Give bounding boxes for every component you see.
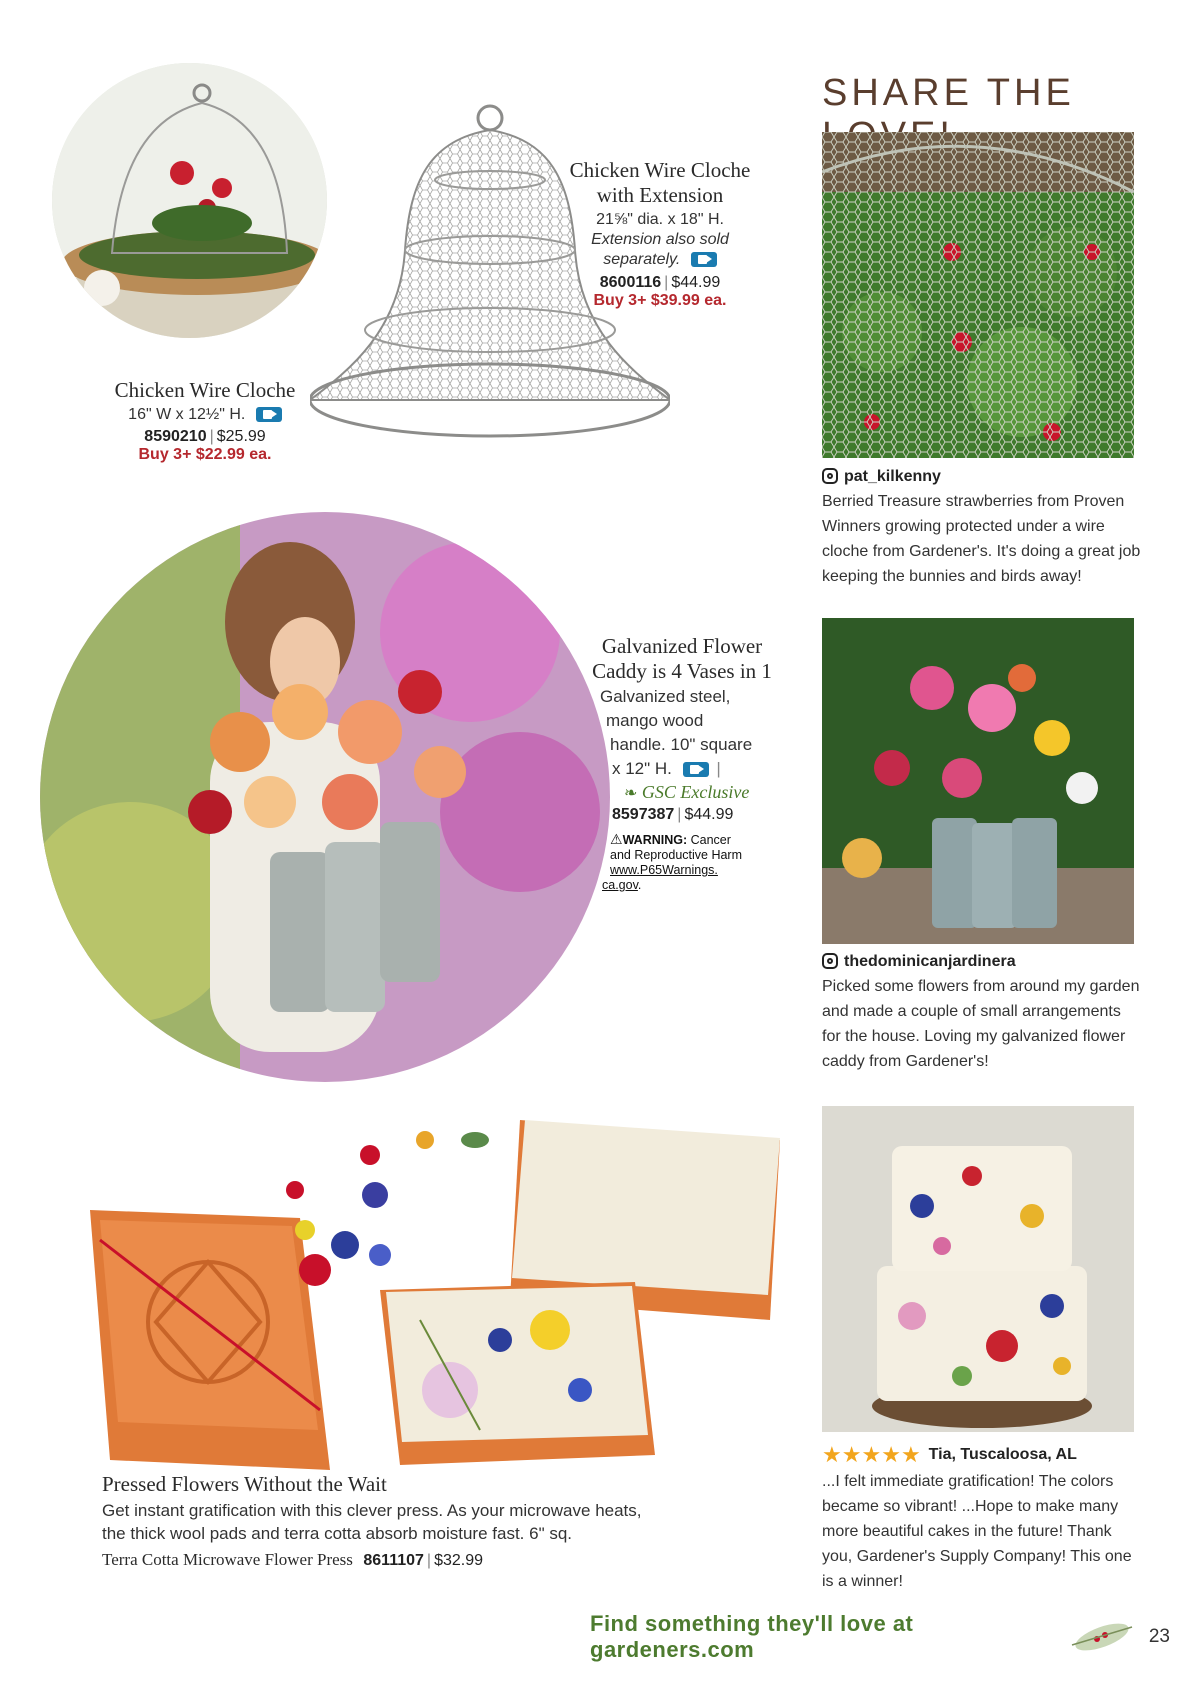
flower-caddy-title-line1: Galvanized Flower [601,634,763,658]
flower-caddy-exclusive-row [582,782,782,803]
cloche-extension-price: $44.99 [671,274,721,291]
flower-press-photo [80,1100,790,1500]
flower-caddy-photo [40,512,610,1082]
video-camera-icon[interactable] [691,252,717,267]
flower-press-desc-line: Get instant gratification with this clever press. As your microwave heats, [102,1501,642,1520]
flower-press-info [102,1472,742,1570]
cloche-extension-price-row: 8600116 | $44.99 [599,274,721,291]
cloche-extension-sku: 8600116 [599,274,662,291]
review-3-line: is a winner! [822,1573,903,1590]
cloche-dims-row [90,405,320,425]
flower-press-price-row: Terra Cotta Microwave Flower Press 8611107 | $32.99 [102,1550,483,1569]
review-3-reviewer: Tia, Tuscaloosa, AL [928,1446,1077,1463]
cloche-illustration [52,63,327,338]
footer-website-link[interactable]: Find something they'll love at gardeners.com [590,1611,914,1662]
flower-press-desc-line: the thick wool pads and terra cotta absorb moisture fast. 6" sq. [102,1524,572,1543]
star-icon: ★ [861,1442,882,1467]
leaf-icon: ❧ [624,785,638,802]
review-2-line: and made a couple of small arrangements [822,1003,1121,1020]
flower-caddy-info [582,634,782,893]
review-2-line: for the house. Loving my galvanized flower [822,1028,1126,1045]
review-3 [822,1442,1152,1594]
flower-press-price: $32.99 [434,1552,483,1569]
instagram-icon [822,953,838,969]
review-2-handle-row [822,953,1152,971]
review-2-text [822,974,1152,1074]
cloche-dims: 16" W x 12½" H. [128,406,246,423]
review-2-line: caddy from Gardener's! [822,1053,989,1070]
review-1-handle[interactable]: pat_kilkenny [844,468,941,485]
prop65-link-row2 [602,878,782,893]
prop65-warning [582,832,782,893]
cloche-extension-info [560,158,760,310]
warning-triangle-icon: ⚠ [610,831,623,847]
review-photo-cloche-strawberries [822,132,1134,458]
flower-caddy-sku: 8597387 [612,806,675,823]
warning-text: and Reproductive Harm [610,848,743,862]
instagram-icon [822,468,838,484]
flower-caddy-illustration [822,618,1134,944]
cloche-info [90,378,320,464]
review-photo-pressed-flower-cake [822,1106,1134,1432]
flower-press-illustration [80,1100,790,1500]
flower-press-title: Pressed Flowers Without the Wait [102,1472,387,1496]
video-camera-icon[interactable] [683,762,709,777]
review-2 [822,953,1152,1074]
review-1-text [822,489,1142,589]
flower-caddy-title [582,634,782,684]
warning-label: WARNING: [622,833,688,847]
warning-text: Cancer [690,833,731,847]
flower-caddy-desc [582,685,782,781]
cloche-title: Chicken Wire Cloche [114,378,296,402]
cake-illustration [822,1106,1134,1432]
flower-caddy-desc-line4-row: x 12" H. | [612,759,721,778]
star-icon: ★ [900,1442,921,1467]
woman-with-flowers-illustration [40,512,610,1082]
review-1 [822,468,1142,589]
warning-end: . [637,878,642,892]
star-icon: ★ [841,1442,862,1467]
flower-caddy-desc-line: handle. 10" square [610,735,753,754]
review-1-line: keeping the bunnies and birds away! [822,568,1082,585]
cloche-extension-title [560,158,760,208]
star-icon: ★ [881,1442,901,1467]
cloche-extension-buy-offer: Buy 3+ $39.99 ea. [593,292,727,309]
review-3-rating-row [822,1442,1152,1468]
cloche-sku: 8590210 [144,428,207,445]
cloche-extension-note-line1: Extension also sold [591,231,729,248]
cloche-price: $25.99 [216,428,266,445]
review-3-text [822,1469,1152,1594]
prop65-link[interactable]: ca.gov [602,878,638,892]
cloche-buy-offer: Buy 3+ $22.99 ea. [138,446,272,463]
flower-caddy-price: $44.99 [684,806,734,823]
review-2-handle[interactable]: thedominicanjardinera [844,953,1016,970]
star-icon: ★ [822,1442,842,1467]
review-2-line: Picked some flowers from around my garden [822,978,1140,995]
flower-press-sku: 8611107 [363,1552,424,1569]
flower-caddy-desc-line: x 12" H. [612,759,672,778]
flower-caddy-title-line2: Caddy is 4 Vases in 1 [592,659,772,683]
share-the-love-heading: SHARE THE [822,72,1075,114]
review-3-line: more beautiful cakes in the future! Thank [822,1523,1112,1540]
strawberry-cloche-illustration [822,132,1134,458]
cloche-extension-dims: 21⅝" dia. x 18" H. [596,211,724,228]
page-number: 23 [1148,1626,1170,1647]
review-3-line: became so vibrant! ...Hope to make many [822,1498,1119,1515]
flower-caddy-price-row: 8597387 | $44.99 [612,806,734,823]
review-1-line: cloche from Gardener's. It's doing a great job [822,543,1141,560]
cloche-extension-title-line2: with Extension [596,183,724,207]
cloche-extension-title-line1: Chicken Wire Cloche [569,158,751,182]
cloche-photo [52,63,327,338]
review-1-line: Berried Treasure strawberries from Proven [822,493,1125,510]
prop65-link[interactable]: www.P65Warnings. [610,863,718,877]
review-photo-flower-caddy [822,618,1134,944]
prop65-warning-line1 [610,832,782,848]
review-1-line: Winners growing protected under a wire [822,518,1105,535]
review-1-handle-row [822,468,1142,486]
review-3-line: you, Gardener's Supply Company! This one [822,1548,1132,1565]
video-camera-icon[interactable] [256,407,282,422]
flower-press-desc [102,1499,742,1545]
cloche-extension-note-line2: separately. [603,251,681,268]
flower-caddy-desc-line: Galvanized steel, [600,687,731,706]
gsc-exclusive-badge: GSC Exclusive [641,782,750,802]
flower-press-name: Terra Cotta Microwave Flower Press [102,1550,353,1569]
leaf-icon [1067,1615,1137,1659]
flower-caddy-desc-line: mango wood [606,711,704,730]
cloche-price-row: 8590210 | $25.99 [144,428,266,445]
review-3-line: ...I felt immediate gratification! The colors [822,1473,1114,1490]
cloche-extension-note-line2-row [560,250,760,270]
footer [590,1612,1170,1662]
